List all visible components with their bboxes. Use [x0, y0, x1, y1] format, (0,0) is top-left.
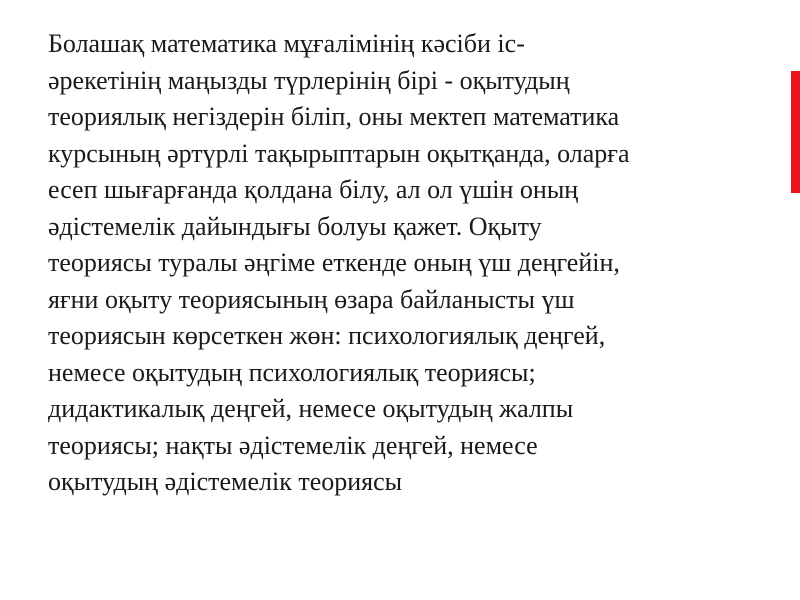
body-line: теориясын көрсеткен жөн: психологиялық деңгей,	[48, 321, 606, 350]
body-line: Болашақ математика мұғалімінің кәсіби іс-	[48, 29, 525, 58]
body-line: теориясы туралы әңгіме еткенде оның үш деңгейін,	[48, 248, 620, 277]
body-line: теориялық негіздерін біліп, оны мектеп математика	[48, 102, 620, 131]
accent-bar-bottom	[791, 193, 800, 600]
body-line: теориясы; нақты әдістемелік деңгей, немесе	[48, 430, 538, 460]
accent-bar-top	[791, 0, 800, 71]
accent-bar	[791, 0, 800, 600]
body-line: әрекетінің маңызды түрлерінің бірі - оқытудың	[48, 65, 570, 95]
body-line: әдістемелік дайындығы болуы қажет. Оқыту	[48, 211, 542, 241]
body-paragraph	[48, 26, 768, 501]
body-line: яғни оқыту теориясының өзара байланысты үш	[48, 284, 575, 314]
body-line: курсының әртүрлі тақырыптарын оқытқанда, оларға	[48, 138, 630, 168]
accent-bar-red	[791, 71, 800, 193]
body-line: есеп шығарғанда қолдана білу, ал ол үшін оның	[48, 175, 579, 204]
body-line: оқытудың әдістемелік теориясы	[48, 467, 403, 496]
body-line: дидактикалық деңгей, немесе оқытудың жалпы	[48, 394, 574, 423]
body-line: немесе оқытудың психологиялық теориясы;	[48, 357, 536, 387]
